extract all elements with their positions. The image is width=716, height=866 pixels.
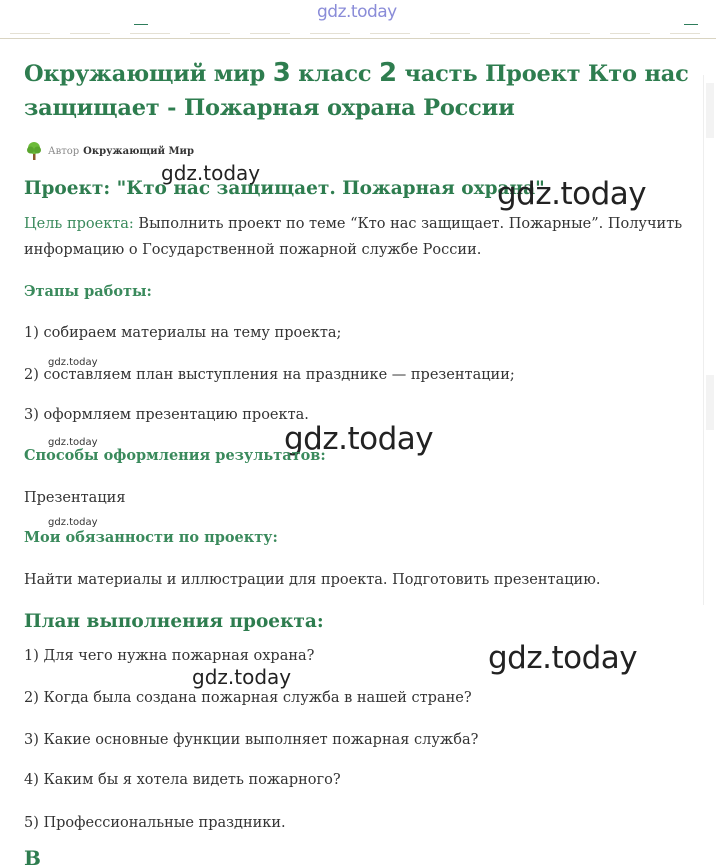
next-heading-cut: В [24, 846, 41, 866]
sidebar-stub [706, 83, 714, 138]
format-text: Презентация [24, 490, 126, 506]
plan-item: 4) Каким бы я хотела видеть пожарного? [24, 772, 341, 788]
project-goal: Цель проекта: Выполнить проект по теме “Кто нас защищает. Пожарные”. Получить информацию о Государственной пожарной службе России. [24, 216, 683, 258]
watermark: gdz.today [48, 437, 98, 448]
menu-dash-left[interactable] [134, 24, 148, 25]
watermark: gdz.today [48, 517, 98, 528]
plan-item: 3) Какие основные функции выполняет пожарная служба? [24, 732, 479, 748]
stage-item: 2) составляем план выступления на празднике — презентации; [24, 367, 515, 383]
watermark: gdz.today [161, 161, 261, 185]
top-bar [0, 0, 716, 39]
tree-icon [24, 141, 44, 161]
author-line [24, 141, 194, 161]
plan-item: 5) Профессиональные праздники. [24, 815, 286, 831]
watermark: gdz.today [192, 665, 292, 689]
format-label: Способы оформления результатов: [24, 447, 326, 464]
stage-item: 1) собираем материалы на тему проекта; [24, 325, 342, 341]
breadcrumb [10, 33, 700, 34]
duties-label: Мои обязанности по проекту: [24, 529, 278, 546]
menu-dash-right[interactable] [684, 24, 698, 25]
author-prefix: Автор [48, 145, 80, 157]
watermark: gdz.today [48, 357, 98, 368]
watermark: gdz.today [488, 640, 638, 676]
watermark: gdz.today [497, 176, 647, 212]
watermark: gdz.today [284, 421, 434, 457]
stages-label: Этапы работы: [24, 283, 152, 300]
plan-item: 2) Когда была создана пожарная служба в нашей стране? [24, 690, 472, 706]
plan-item: 1) Для чего нужна пожарная охрана? [24, 648, 315, 664]
site-logo[interactable]: gdz.today [317, 2, 397, 22]
plan-heading: План выполнения проекта: [24, 611, 324, 632]
project-heading: Проект: "Кто нас защищает. Пожарная охрана" [24, 178, 545, 199]
duties-text: Найти материалы и иллюстрации для проекта. Подготовить презентацию. [24, 572, 601, 588]
page-title: Окружающий мир 3 класс 2 часть Проект Кто нас защищает - Пожарная охрана России [24, 58, 689, 121]
sidebar-stub [706, 375, 714, 430]
stage-item: 3) оформляем презентацию проекта. [24, 407, 309, 423]
author-name[interactable]: Окружающий Мир [83, 145, 194, 157]
sidebar-edge [703, 75, 716, 605]
